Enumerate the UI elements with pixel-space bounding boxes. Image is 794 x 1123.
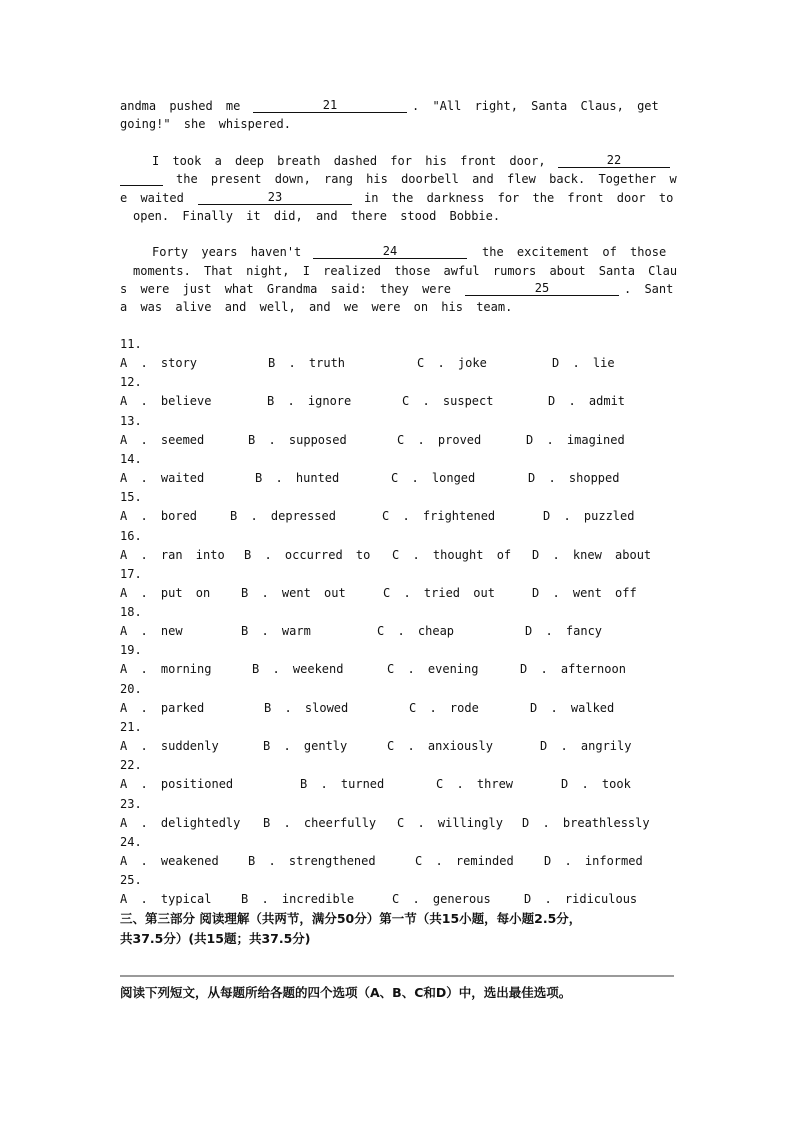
option-d: D . angrily (540, 739, 632, 753)
passage-line: open. Finally it did, and there stood Bobbie. (133, 209, 501, 223)
option-d: D . informed (544, 853, 643, 868)
option-c: C . threw (436, 777, 514, 792)
option-d: D . took (561, 777, 631, 792)
question-number: 21. (120, 720, 142, 734)
question-number: 12. (120, 375, 142, 390)
passage-line: . "All right, Santa Claus, get (412, 99, 659, 113)
divider (120, 975, 674, 977)
option-c: C . cheap (377, 624, 455, 639)
option-c: C . thought of (392, 547, 512, 562)
option-b: B . turned (300, 777, 385, 792)
option-c: C . longed (391, 470, 476, 485)
option-a: A . seemed (120, 432, 205, 447)
passage-line: going!" she whispered. (120, 117, 291, 131)
option-b: B . truth (268, 356, 346, 370)
option-b: B . ignore (267, 394, 352, 409)
answer-blank-21: 21 (253, 98, 407, 113)
option-b: B . warm (241, 624, 311, 639)
question-number: 25. (120, 873, 142, 888)
option-d: D . breathlessly (522, 815, 650, 830)
question-number: 22. (120, 758, 142, 773)
answer-blank-22-cont (120, 171, 163, 186)
passage-line: the excitement of those (482, 245, 667, 259)
option-a: A . ran into (120, 547, 225, 562)
option-a: A . put on (120, 585, 211, 600)
passage-line: . Sant (624, 282, 674, 296)
option-c: C . reminded (415, 853, 514, 868)
option-a: A . positioned (120, 777, 234, 792)
section-heading: 三、第三部分 阅读理解（共两节，满分50分）第一节（共15小题，每小题2.5分， (120, 911, 582, 926)
option-d: D . lie (552, 356, 615, 370)
option-a: A . weakened (120, 853, 219, 868)
passage-line: e waited (120, 191, 184, 205)
question-number: 24. (120, 834, 142, 849)
question-number: 17. (120, 566, 142, 581)
option-a: A . morning (120, 662, 212, 677)
option-d: D . puzzled (543, 509, 635, 524)
passage-line: the present down, rang his doorbell and flew back. Together w (176, 172, 677, 186)
question-number: 16. (120, 528, 142, 543)
option-a: A . delightedly (120, 815, 241, 830)
option-d: D . knew about (532, 547, 652, 562)
option-a: A . parked (120, 700, 205, 715)
option-b: B . supposed (248, 432, 347, 447)
option-c: C . willingly (397, 815, 503, 830)
option-c: C . anxiously (387, 739, 493, 753)
question-number: 23. (120, 796, 142, 811)
instruction-text: 阅读下列短文，从每题所给各题的四个选项（A、B、C和D）中，选出最佳选项。 (120, 985, 572, 1000)
question-number: 13. (120, 413, 142, 428)
question-number: 18. (120, 605, 142, 620)
option-c: C . evening (387, 662, 479, 677)
option-a: A . believe (120, 394, 212, 409)
option-a: A . story (120, 356, 198, 370)
option-b: B . hunted (255, 470, 340, 485)
option-b: B . strengthened (248, 853, 376, 868)
passage-line: in the darkness for the front door to (364, 191, 674, 205)
answer-blank-23: 23 (198, 190, 352, 205)
option-a: A . new (120, 624, 183, 639)
option-c: C . rode (409, 700, 479, 715)
option-a: A . waited (120, 470, 205, 485)
question-number: 15. (120, 490, 142, 505)
option-d: D . went off (532, 585, 637, 600)
option-b: B . cheerfully (263, 815, 377, 830)
passage-line: a was alive and well, and we were on his team. (120, 300, 513, 314)
answer-blank-24: 24 (313, 244, 467, 259)
option-b: B . slowed (264, 700, 349, 715)
question-number: 20. (120, 681, 142, 696)
option-b: B . occurred to (244, 547, 371, 562)
option-d: D . ridiculous (524, 892, 638, 907)
option-a: A . suddenly (120, 739, 219, 753)
option-d: D . walked (530, 700, 615, 715)
option-b: B . incredible (241, 892, 355, 907)
option-a: A . bored (120, 509, 198, 524)
answer-blank-25: 25 (465, 281, 619, 296)
option-d: D . shopped (528, 470, 620, 485)
option-b: B . depressed (230, 509, 336, 524)
answer-blank-22: 22 (558, 153, 670, 168)
question-number: 14. (120, 451, 142, 466)
section-heading-cont: 共37.5分）(共15题；共37.5分) (120, 931, 311, 946)
passage-line: s were just what Grandma said: they were (120, 282, 451, 296)
option-c: C . tried out (383, 585, 495, 600)
option-d: D . fancy (525, 624, 603, 639)
question-number: 11. (120, 337, 142, 351)
passage-line: I took a deep breath dashed for his front door, (152, 154, 546, 168)
option-c: C . proved (397, 432, 482, 447)
option-a: A . typical (120, 892, 212, 907)
option-c: C . suspect (402, 394, 494, 409)
option-c: C . generous (392, 892, 491, 907)
option-b: B . gently (263, 739, 348, 753)
passage-line: andma pushed me (120, 99, 241, 113)
option-d: D . afternoon (520, 662, 626, 677)
option-b: B . went out (241, 585, 346, 600)
question-number: 19. (120, 643, 142, 658)
passage-line: Forty years haven't (152, 245, 302, 259)
option-d: D . imagined (526, 432, 625, 447)
passage-line: moments. That night, I realized those awful rumors about Santa Clau (133, 264, 678, 278)
option-c: C . joke (417, 356, 487, 370)
option-c: C . frightened (382, 509, 496, 524)
option-b: B . weekend (252, 662, 344, 677)
option-d: D . admit (548, 394, 626, 409)
